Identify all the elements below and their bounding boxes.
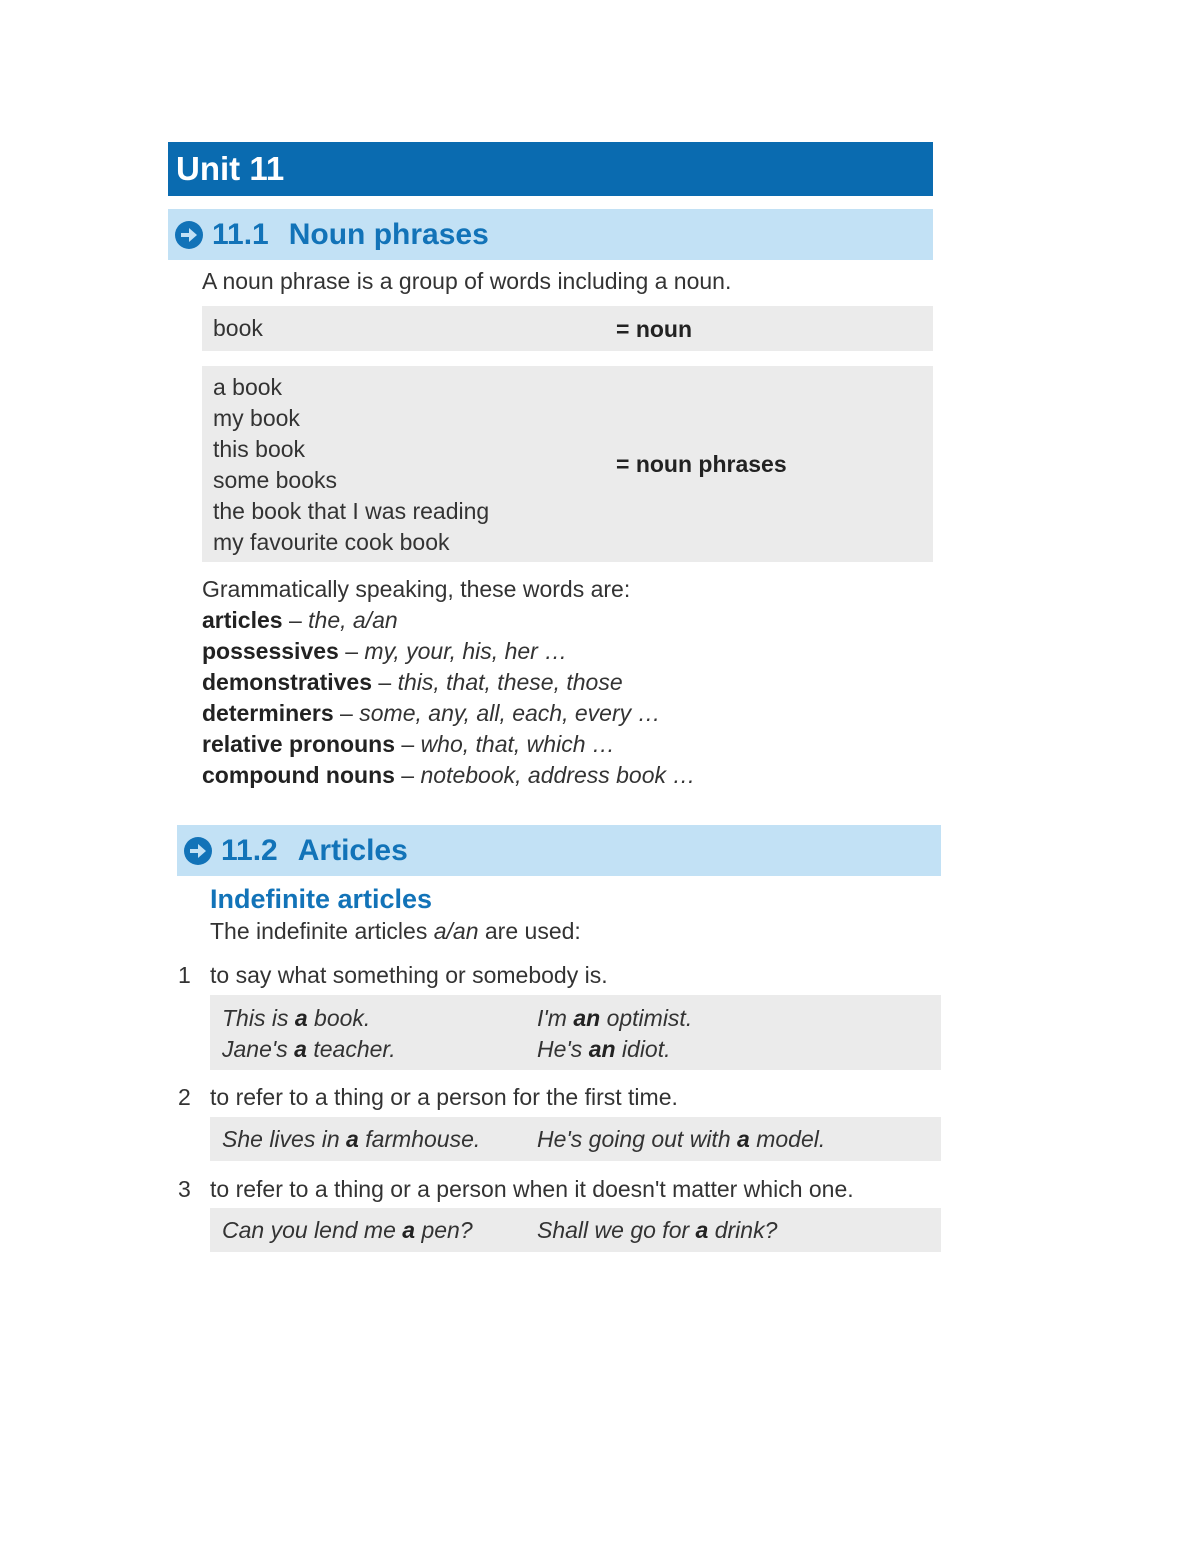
noun-phrase-list bbox=[213, 372, 489, 558]
grammar-block bbox=[202, 574, 695, 791]
list-item-text: to refer to a thing or a person for the first time. bbox=[210, 1084, 678, 1110]
noun-phrases-label: = noun phrases bbox=[616, 451, 787, 477]
section-number: 11.1 bbox=[212, 218, 269, 251]
grammar-item: possessives – my, your, his, her … bbox=[202, 638, 568, 664]
noun-phrases-table bbox=[202, 366, 933, 562]
section-title: Noun phrases bbox=[288, 218, 489, 251]
example-sentence: She lives in a farmhouse. bbox=[222, 1126, 481, 1152]
noun-phrase-item: my book bbox=[213, 405, 300, 431]
arrow-circle-icon bbox=[183, 836, 213, 866]
section-header-11-2 bbox=[177, 825, 941, 876]
grammar-item: compound nouns – notebook, address book … bbox=[202, 762, 696, 788]
noun-phrase-item: some books bbox=[213, 467, 338, 493]
noun-phrase-item: the book that I was reading bbox=[213, 498, 490, 524]
list-item-text: to refer to a thing or a person when it doesn't matter which one. bbox=[210, 1176, 854, 1202]
example-box bbox=[210, 1208, 941, 1252]
noun-table bbox=[202, 306, 933, 351]
section-title: Articles bbox=[297, 834, 408, 867]
example-sentence: He's going out with a model. bbox=[537, 1126, 826, 1152]
noun-phrase-item: my favourite cook book bbox=[213, 529, 450, 555]
grammar-item: demonstratives – this, that, these, those bbox=[202, 669, 623, 695]
noun-phrase-item: a book bbox=[213, 374, 283, 400]
articles-intro: The indefinite articles a/an are used: bbox=[210, 918, 581, 944]
example-sentence: This is a book. bbox=[222, 1005, 371, 1031]
example-sentence: He's an idiot. bbox=[537, 1036, 671, 1062]
example-sentence: Jane's a teacher. bbox=[222, 1036, 396, 1062]
noun-label: = noun bbox=[616, 316, 693, 342]
list-item-text: to say what something or somebody is. bbox=[210, 962, 608, 988]
grammar-intro: Grammatically speaking, these words are: bbox=[202, 576, 631, 602]
arrow-circle-icon bbox=[174, 220, 204, 250]
example-sentence: Can you lend me a pen? bbox=[222, 1217, 473, 1243]
grammar-item: relative pronouns – who, that, which … bbox=[202, 731, 615, 757]
list-number: 1 bbox=[178, 962, 191, 988]
subheading-indefinite-articles: Indefinite articles bbox=[210, 884, 433, 914]
noun-example: book bbox=[213, 315, 263, 341]
example-box bbox=[210, 1117, 941, 1161]
section-intro: A noun phrase is a group of words including a noun. bbox=[202, 268, 732, 294]
unit-title: Unit 11 bbox=[168, 142, 933, 196]
example-sentence: I'm an optimist. bbox=[537, 1005, 693, 1031]
example-box bbox=[210, 995, 941, 1070]
section-header-11-1 bbox=[168, 209, 933, 260]
grammar-item: determiners – some, any, all, each, every … bbox=[202, 700, 661, 726]
example-sentence: Shall we go for a drink? bbox=[537, 1217, 778, 1243]
section-number: 11.2 bbox=[221, 834, 278, 867]
noun-phrase-item: this book bbox=[213, 436, 306, 462]
grammar-item: articles – the, a/an bbox=[202, 607, 398, 633]
list-number: 3 bbox=[178, 1176, 191, 1202]
list-number: 2 bbox=[178, 1084, 191, 1110]
